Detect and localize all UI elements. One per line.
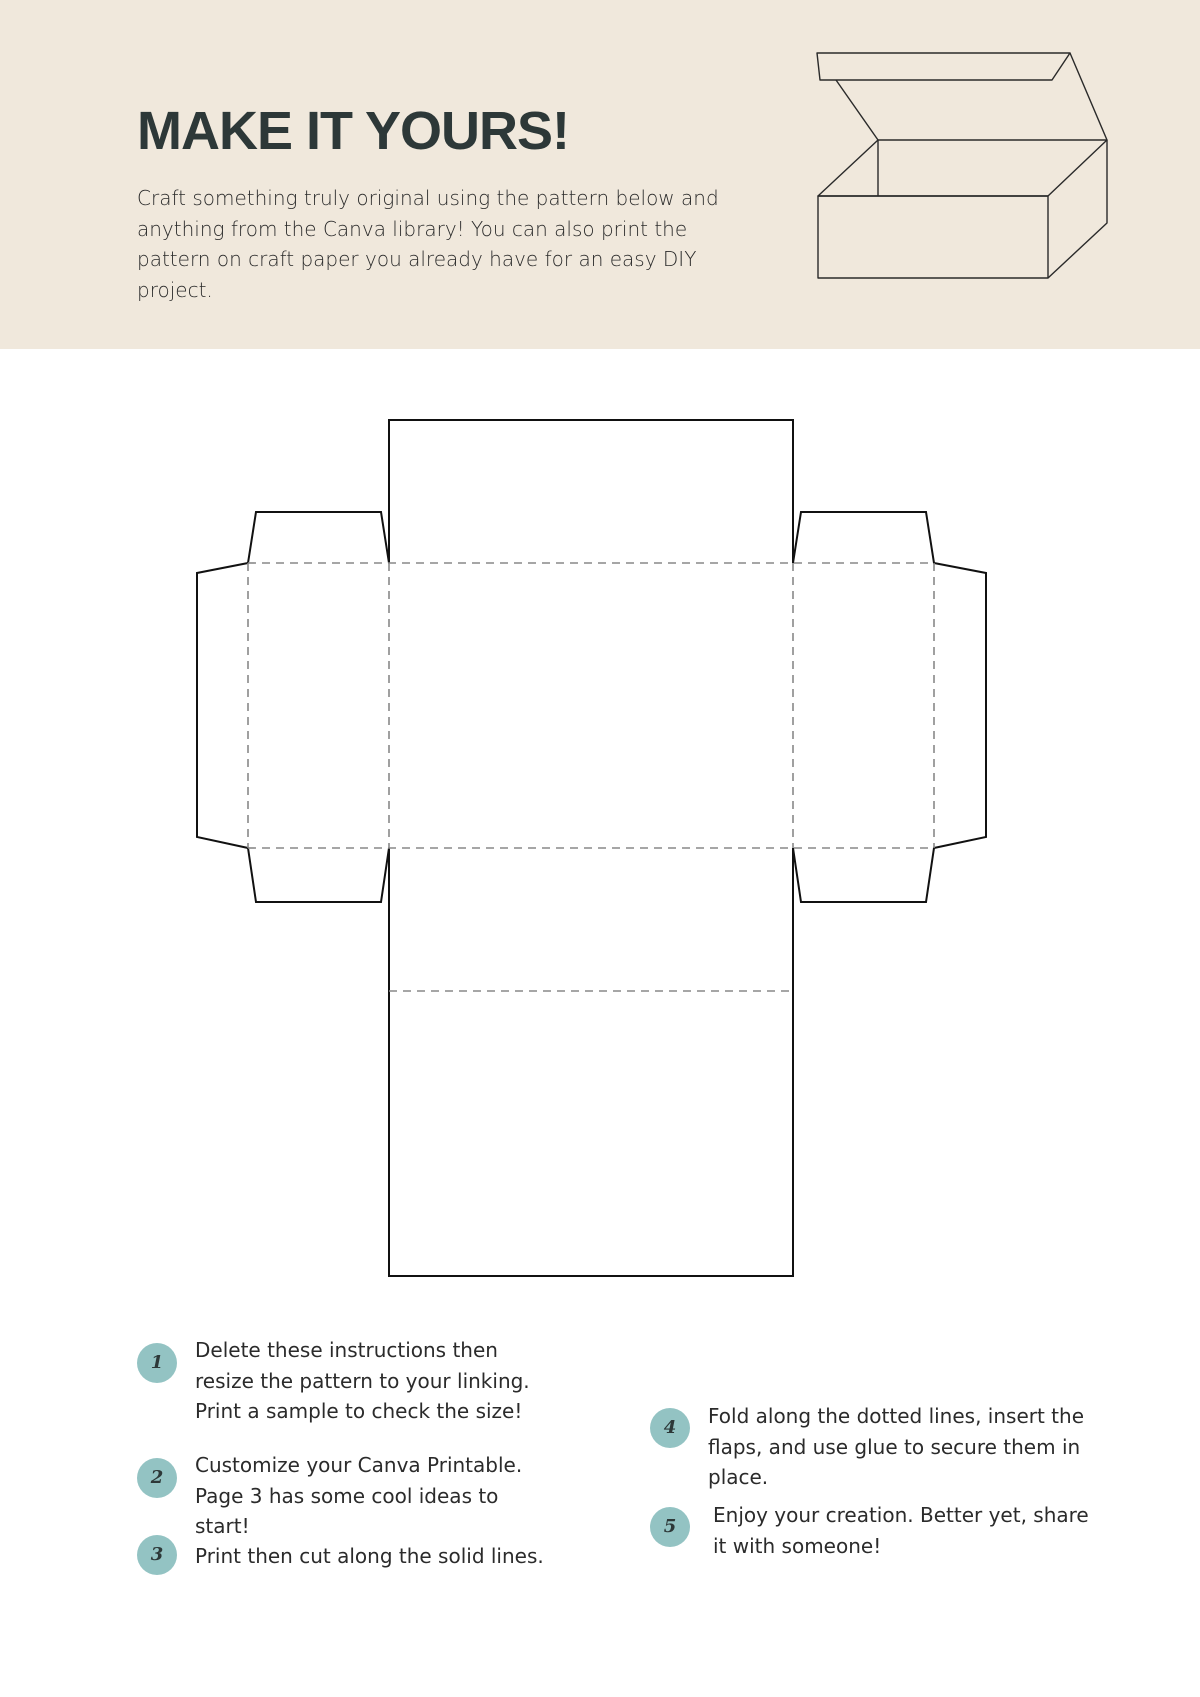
step-number-badge: 2 — [137, 1458, 177, 1498]
step-text: Enjoy your creation. Better yet, share it with someone! — [713, 1503, 1089, 1558]
page-title: MAKE IT YOURS! — [137, 101, 570, 161]
step-number-badge: 4 — [650, 1408, 690, 1448]
fold-lines — [248, 563, 934, 991]
step-text: Delete these instructions then resize the pattern to your linking. Print a sample to check the size! — [195, 1338, 530, 1423]
intro-paragraph: Craft something truly original using the pattern below and anything from the Canva library! You can also print the pattern on craft paper you already have for an easy DIY project. — [137, 186, 719, 302]
step-text: Print then cut along the solid lines. — [195, 1544, 544, 1568]
step-text: Customize your Canva Printable. Page 3 has some cool ideas to start! — [195, 1453, 523, 1538]
step-number-badge: 1 — [137, 1343, 177, 1383]
step-number-badge: 5 — [650, 1507, 690, 1547]
step-number-badge: 3 — [137, 1535, 177, 1575]
step-text: Fold along the dotted lines, insert the flaps, and use glue to secure them in place. — [708, 1404, 1084, 1489]
